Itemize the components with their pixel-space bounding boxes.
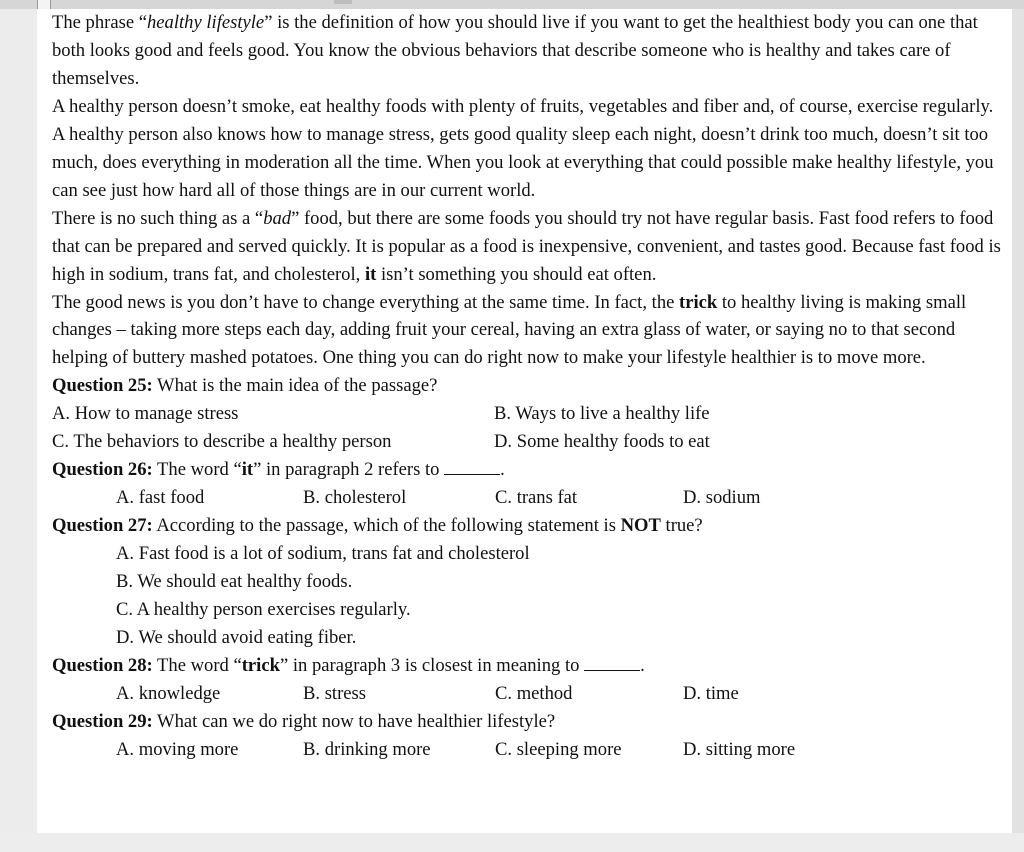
q27-option-a: A. Fast food is a lot of sodium, trans fat and cholesterol bbox=[116, 543, 530, 565]
q25-option-b: B. Ways to live a healthy life bbox=[494, 403, 710, 425]
q28-options bbox=[52, 680, 1007, 708]
q27-option-c: C. A healthy person exercises regularly. bbox=[116, 599, 411, 621]
q25-options-row-2 bbox=[52, 428, 1007, 456]
q25-option-a: A. How to manage stress bbox=[52, 403, 239, 425]
question-26 bbox=[52, 456, 1007, 484]
q26-text-b: ” in paragraph 2 refers to bbox=[253, 459, 445, 481]
q29-label: Question 29: bbox=[52, 710, 153, 732]
p4-text-b: to healthy living is making small changes – taking more steps each day, adding fruit your cereal, having an extra glass of water, or saying no to that second helping of buttery mashed potatoes. One thing you can do right now to make your lifestyle healthier is to move more. bbox=[52, 291, 967, 369]
q29-options bbox=[52, 736, 1007, 764]
q28-word: trick bbox=[241, 654, 280, 676]
q26-option-a: A. fast food bbox=[116, 487, 205, 509]
p1-text-b: ” is the definition of how you should live if you want to get the healthiest body you can one that both looks good and feels good. You know the obvious behaviors that describe someone who is healthy and takes care of themselves. bbox=[52, 12, 978, 89]
p3-text-c: isn’t something you should eat often. bbox=[376, 263, 657, 285]
p4-text-a: The good news is you don’t have to change everything at the same time. In fact, the bbox=[52, 291, 680, 313]
question-25 bbox=[52, 372, 1007, 400]
q26-text-end: . bbox=[500, 459, 505, 481]
q27-text-b: true? bbox=[660, 515, 703, 537]
q28-blank bbox=[584, 652, 640, 671]
q25-label: Question 25: bbox=[52, 375, 153, 397]
q27-text-a: According to the passage, which of the following statement is bbox=[152, 515, 621, 537]
p1-text-a: The phrase “ bbox=[52, 12, 147, 33]
q28-text-b: ” in paragraph 3 is closest in meaning to bbox=[279, 654, 585, 676]
question-27 bbox=[52, 512, 1007, 540]
paragraph-4 bbox=[52, 289, 1007, 373]
document-page bbox=[37, 9, 1012, 833]
q28-option-a: A. knowledge bbox=[116, 682, 221, 704]
q26-option-d: D. sodium bbox=[683, 487, 761, 509]
q28-option-d: D. time bbox=[683, 682, 739, 704]
q26-option-c: C. trans fat bbox=[495, 487, 578, 509]
p3-text-b: ” food, but there are some foods you should try not have regular basis. Fast food refers to food that can be prepared and served quickly. It is popular as a food is inexpensive, convenient, and tastes good. Because fast food is high in sodium, trans fat, and cholesterol, bbox=[52, 207, 1001, 285]
top-toolbar-strip bbox=[0, 0, 1024, 9]
q29-text: What can we do right now to have healthier lifestyle? bbox=[152, 710, 556, 732]
paragraph-2: A healthy person doesn’t smoke, eat healthy foods with plenty of fruits, vegetables and fiber and, of course, exercise regularly. A healthy person also knows how to manage stress, gets good quality sleep each night, doesn’t drink too much, doesn’t sit too much, does everything in moderation all the time. When you look at everything that could possible make healthy lifestyle, you can see just how hard all of those things are in our current world. bbox=[52, 95, 994, 201]
q26-options bbox=[52, 484, 1007, 512]
q26-label: Question 26: bbox=[52, 459, 153, 481]
q26-blank bbox=[444, 456, 500, 475]
q28-label: Question 28: bbox=[52, 654, 153, 676]
document-content bbox=[52, 9, 1007, 764]
q29-option-b: B. drinking more bbox=[303, 738, 431, 760]
paragraph-1 bbox=[52, 9, 1007, 93]
q27-option-b: B. We should eat healthy foods. bbox=[116, 571, 353, 593]
vertical-scrollbar[interactable] bbox=[1012, 9, 1024, 852]
q25-option-d: D. Some healthy foods to eat bbox=[494, 431, 710, 453]
q25-option-c: C. The behaviors to describe a healthy person bbox=[52, 431, 392, 453]
q27-not: NOT bbox=[620, 515, 661, 537]
p3-bold-it: it bbox=[364, 263, 377, 285]
question-28 bbox=[52, 652, 1007, 680]
q29-option-d: D. sitting more bbox=[683, 738, 796, 760]
paragraph-3 bbox=[52, 205, 1007, 289]
left-margin bbox=[0, 9, 37, 852]
q26-text-a: The word “ bbox=[152, 459, 242, 481]
p1-italic: healthy lifestyle bbox=[146, 12, 265, 33]
q25-text: What is the main idea of the passage? bbox=[152, 375, 438, 397]
q27-label: Question 27: bbox=[52, 515, 153, 537]
q26-option-b: B. cholesterol bbox=[303, 487, 407, 509]
bottom-status-strip bbox=[0, 833, 1024, 852]
q29-option-a: A. moving more bbox=[116, 738, 239, 760]
q28-text-end: . bbox=[640, 654, 645, 676]
q26-word: it bbox=[241, 459, 254, 481]
q28-option-c: C. method bbox=[495, 682, 573, 704]
question-29 bbox=[52, 708, 1007, 736]
q27-option-d: D. We should avoid eating fiber. bbox=[116, 626, 357, 648]
q28-text-a: The word “ bbox=[152, 654, 242, 676]
ruler-marker bbox=[334, 0, 352, 4]
q28-option-b: B. stress bbox=[303, 682, 367, 704]
p3-text-a: There is no such thing as a “ bbox=[52, 207, 264, 229]
q25-options-row-1 bbox=[52, 400, 1007, 428]
p3-italic: bad bbox=[263, 207, 292, 229]
p4-bold-trick: trick bbox=[679, 291, 718, 313]
q29-option-c: C. sleeping more bbox=[495, 738, 622, 760]
